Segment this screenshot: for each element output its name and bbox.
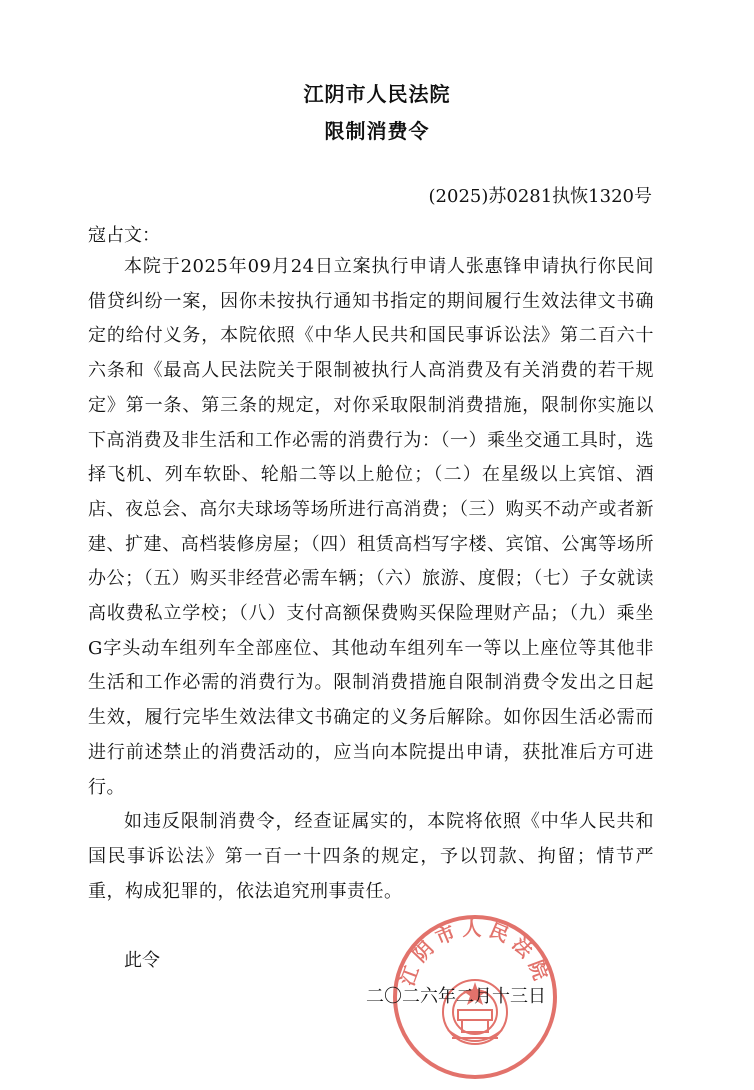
seal-text: 江阴市人民法院	[396, 917, 554, 989]
closing-phrase: 此令	[124, 950, 160, 971]
svg-text:江阴市人民法院	[397, 918, 555, 989]
body-paragraph-restrictions: 本院于2025年09月24日立案执行申请人张惠锋申请执行你民间借贷纠纷一案，因你未按执行通知书指定的期间履行生效法律文书确定的给付义务，本院依照《中华人民共和国民事诉讼法》第二百六十六条和《最高人民法院关于限制被执行人高消费及有关消费的若干规定》第一条、第三条的规定，对你采取限制消费措施，限制你实施以下高消费及非生活和工作必需的消费行为：（一）乘坐交通工具时，选择飞机、列车软卧、轮船二等以上舱位；（二）在星级以上宾馆、酒店、夜总会、高尔夫球场等场所进行高消费；（三）购买不动产或者新建、扩建、高档装修房屋；（四）租赁高档写字楼、宾馆、公寓等场所办公；（五）购买非经营必需车辆；（六）旅游、度假；（七）子女就读高收费私立学校；（八）支付高额保费购买保险理财产品；（九）乘坐G字头动车组列车全部座位、其他动车组列车一等以上座位等其他非生活和工作必需的消费行为。限制消费措施自限制消费令发出之日起生效，履行完毕生效法律文书确定的义务后解除。如你因生活必需而进行前述禁止的消费活动的，应当向本院提出申请，获批准后方可进行。	[88, 256, 654, 798]
court-name: 江阴市人民法院	[303, 82, 451, 106]
document-title: 限制消费令	[324, 119, 430, 143]
body-paragraph-penalties: 如违反限制消费令，经查证属实的，本院将依照《中华人民共和国民事诉讼法》第一百一十四条的规定，予以罚款、拘留；情节严重，构成犯罪的，依法追究刑事责任。	[88, 811, 654, 902]
addressee: 寇占文：	[88, 225, 160, 246]
document-body	[88, 250, 654, 909]
case-number: (2025)苏0281执恢1320号	[428, 186, 652, 207]
issue-date: 二〇二六年二月十三日	[366, 986, 546, 1007]
